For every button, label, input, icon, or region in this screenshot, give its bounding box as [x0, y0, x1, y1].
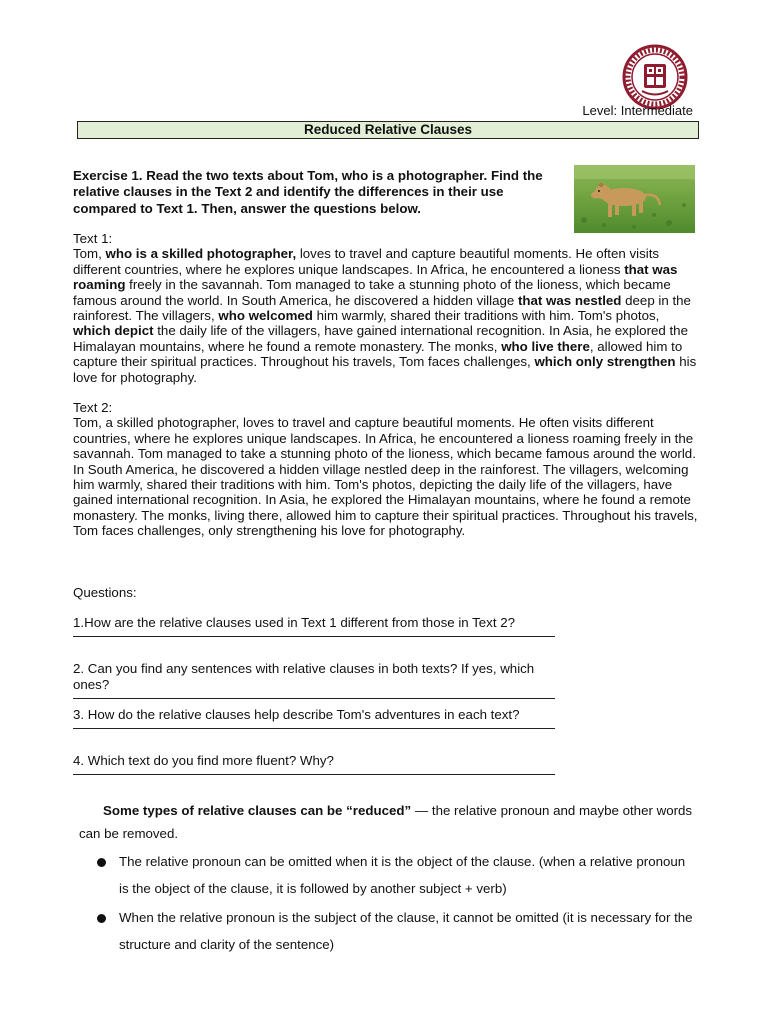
questions-heading: Questions: [73, 585, 137, 600]
text-1-segment: , allowed him to capture their spiritual practices. Throughout his travels, Tom faces challenges, [73, 338, 683, 370]
answer-line[interactable] [73, 636, 555, 637]
question-item [73, 615, 555, 637]
bullet-icon [97, 858, 106, 867]
text-1-body [73, 246, 699, 385]
reduced-intro-bold: Some types of relative clauses can be “reduced” [103, 803, 412, 818]
question-item [73, 661, 555, 699]
answer-line[interactable] [73, 774, 555, 775]
text-1-label: Text 1: [73, 231, 113, 246]
text-2-body: Tom, a skilled photographer, loves to travel and capture beautiful moments. He often visits different countries, where he explores unique landscapes. In Africa, he encountered a lioness roaming freely in the savannah. Tom managed to take a stunning photo of the lioness, which became famous around the world. In South America, he discovered a hidden village nestled deep in the rainforest. The villagers, welcoming him warmly, shared their traditions with him. Tom's photos, depicting the daily life of the villagers, have gained international recognition. In Asia, he explored the Himalayan mountains, where he found a remote monastery. The monks, living there, allowed him to capture their spiritual practices. Throughout his travels, Tom faces challenges, only strengthening his love for photography. [73, 415, 698, 539]
question-text: 4. Which text do you find more fluent? Why? [73, 753, 334, 768]
rule-item [97, 904, 697, 958]
text-1-segment: freely in the savannah. Tom managed to take a stunning photo of the lioness, which became famous around the world. In South America, he discovered a hidden village [73, 277, 671, 308]
reduced-clauses-intro [79, 799, 699, 845]
rule-text: The relative pronoun can be omitted when it is the object of the clause. (when a relative pronoun is the object of the clause, it is followed by another subject + verb) [119, 854, 686, 896]
text-1-segment: the daily life of the villagers, have gained international recognition. In Asia, he explored the Himalayan mountains, where he found a remote monastery. The monks, [73, 323, 688, 354]
relative-clause-bold: which depict [73, 323, 154, 339]
lioness-photo [574, 165, 695, 233]
text-1-segment: Tom, [73, 246, 106, 262]
question-item [73, 753, 555, 775]
text-2-label: Text 2: [73, 400, 113, 415]
rule-item [97, 848, 697, 902]
school-seal-logo [622, 44, 688, 110]
level-label: Level: Intermediate [582, 103, 693, 118]
relative-clause-bold: which only strengthen [534, 354, 676, 370]
answer-line[interactable] [73, 728, 555, 729]
question-item [73, 707, 555, 729]
text-1-segment: deep in the rainforest. The villagers, [73, 292, 691, 324]
bullet-icon [97, 914, 106, 923]
relative-clause-bold: who welcomed [218, 308, 313, 324]
text-1-segment: him warmly, shared their traditions with him. Tom's photos, [312, 308, 660, 324]
relative-clause-bold: who is a skilled photographer, [105, 246, 297, 262]
worksheet-title: Reduced Relative Clauses [77, 121, 699, 139]
text-2-block [73, 400, 699, 539]
answer-line[interactable] [73, 698, 555, 699]
relative-clause-bold: that was roaming [73, 261, 678, 293]
relative-clause-bold: who live there [501, 338, 590, 354]
reduced-intro-rest: — the relative pronoun and maybe other words can be removed. [79, 803, 693, 841]
text-1-segment: his love for photography. [73, 354, 697, 385]
text-1-segment: loves to travel and capture beautiful moments. He often visits different countries, where he explores unique landscapes. In Africa, he encountered a lioness [73, 246, 660, 277]
question-text: 2. Can you find any sentences with relative clauses in both texts? If yes, which ones? [73, 661, 535, 692]
relative-clause-bold: that was nestled [517, 292, 622, 308]
question-text: 1.How are the relative clauses used in Text 1 different from those in Text 2? [73, 615, 515, 630]
rule-text: When the relative pronoun is the subject of the clause, it cannot be omitted (it is necessary for the structure and clarity of the sentence) [119, 910, 693, 952]
exercise-instructions: Exercise 1. Read the two texts about Tom, who is a photographer. Find the relative clauses in the Text 2 and identify the differences in their use compared to Text 1. Then, answer the questions below. [73, 168, 543, 216]
rules-list [97, 848, 697, 960]
question-text: 3. How do the relative clauses help describe Tom's adventures in each text? [73, 707, 520, 722]
text-1-block [73, 231, 699, 385]
